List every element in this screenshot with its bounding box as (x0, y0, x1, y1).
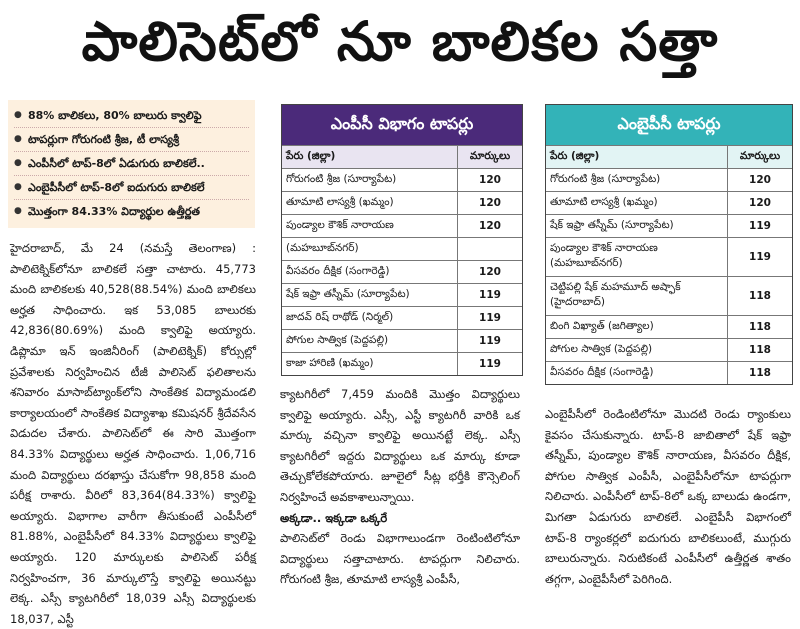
topper-marks: 119 (728, 238, 793, 277)
highlight-item: ● ఎంపీసీలో టాప్‌-8లో ఏడుగురు బాలికలే.. (14, 152, 249, 176)
topper-marks: 118 (728, 277, 793, 316)
article-column-3 (545, 404, 791, 589)
topper-marks: 119 (458, 353, 523, 376)
article-column-1 (10, 238, 256, 629)
table-row (282, 238, 522, 261)
topper-marks: 118 (728, 339, 793, 362)
article-text: క్యాటగిరీలో 7,459 మందికి మొత్తం విద్యార్థులు క్వాలిఫై అయ్యారు. ఎస్సీ, ఎస్టీ క్యాటగిరీ వారికి ఒక మార్కు వచ్చినా క్వాలిఫై అయినట్టే లెక్క. ఎస్సీ క్యాటగిరీలో ఇద్దరు విద్యార్థులు ఒక మార్కు కూడా తెచ్చుకోలేకపోయారు. జూలైలో సీట్ల భర్తీకి కౌన్సెలింగ్‌ నిర్వహించే అవకాశాలున్నాయి. (280, 387, 520, 504)
bipc-toppers-table (545, 104, 793, 385)
topper-name: గోరుగంటి శ్రీజ (సూర్యాపేట) (546, 169, 728, 192)
table-row (546, 169, 792, 192)
mpc-col-name: పేరు (జిల్లా) (282, 146, 458, 169)
topper-name: తూమాటి లాస్యశ్రీ (ఖమ్మం) (282, 192, 458, 215)
topper-name: పోగుల సాత్విక (పెద్దపల్లి) (546, 339, 728, 362)
mpc-toppers-table (281, 104, 523, 376)
bipc-col-name: పేరు (జిల్లా) (546, 146, 728, 169)
bipc-col-marks: మార్కులు (728, 146, 793, 169)
highlight-item: ● ఎంబైపీసీలో టాప్‌-8లో ఐదుగురు బాలికలే (14, 176, 249, 200)
mpc-table-title: ఎంపీసీ విభాగం టాపర్లు (282, 105, 522, 145)
topper-marks: 120 (458, 215, 523, 238)
bipc-table-title: ఎంబైపీసీ టాపర్లు (546, 105, 792, 145)
topper-marks: 120 (728, 169, 793, 192)
topper-marks (458, 238, 523, 261)
table-row (546, 339, 792, 362)
topper-name: కాజా హారిణి (ఖమ్మం) (282, 353, 458, 376)
table-row (282, 307, 522, 330)
mpc-col-marks: మార్కులు (458, 146, 523, 169)
article-text: ఎంబైపీసీలో రెండింటిలోనూ మొదటి రెండు ర్యాంకులు కైవసం చేసుకున్నారు. టాప్‌-8 జాబితాలో షేక్‌ ఇఫ్రా తస్నీమ్‌, పుండ్యాల కౌశిక్‌ నారాయణ, వీసవరం దీక్షిక, పోగుల సాత్విక ఎంపీసీ, ఎంబైపీసీలోనూ టాపర్లుగా నిలిచారు. ఎంపీసీలో టాప్‌-8లో ఒక్క బాలుడు ఉండగా, మిగతా ఏడుగురు బాలికలే. ఎంబైపీసీ విభాగంలో టాప్‌-8 ర్యాంకర్లలో ఐదుగురు బాలికలుంటే, ముగ్గురు బాలురున్నారు. నిరుటికంటే ఎంపీసీలో ఉత్తీర్ణత శాతం తగ్గగా, ఎంబైపీసీలో పెరిగింది. (545, 407, 791, 586)
topper-name: చెట్టిపల్లి షేక్‌ మహమూద్‌ అష్ఫాక్‌ (హైదరాబాద్‌) (546, 277, 728, 316)
topper-marks: 119 (458, 284, 523, 307)
topper-name: బింగి విఖ్యాత్‌ (జగిత్యాల) (546, 316, 728, 339)
article-column-2 (280, 384, 520, 590)
table-row (282, 284, 522, 307)
table-row (546, 277, 792, 316)
highlight-item: ● టాపర్లుగా గోరుగంటి శ్రీజ, టీ లాస్యశ్రీ (14, 128, 249, 152)
table-row (282, 353, 522, 376)
topper-marks: 120 (458, 192, 523, 215)
article-text: హైదరాబాద్‌, మే 24 (నమస్తే తెలంగాణ) : పాలిటెక్నిక్‌లోనూ బాలికలే సత్తా చాటారు. 45,773 మంది బాలికలకు 40,528(88.54%) మంది బాలికలు అర్హత సాధించారు. ఇక 53,085 బాలురకు 42,836(80.69%) మంది క్వాలిఫై అయ్యారు. డిప్లొమా ఇన్‌ ఇంజినీరింగ్‌ (పాలిటెక్నిక్‌) కోర్సుల్లో ప్రవేశాలకు నిర్వహించిన టీజీ పాలిసెట్‌ ఫలితాలను శనివారం మాసాబ్‌ట్యాంక్‌లోని సాంకేతిక విద్యామండలి కార్యాలయంలో సాంకేతిక విద్యాశాఖ కమిషనర్‌ శ్రీదేవసేన విడుదల చేశారు. పాలిసెట్‌లో ఈ సారి మొత్తంగా 84.33% విద్యార్థులు అర్హత సాధించారు. 1,06,716 మంది విద్యార్థులు దరఖాస్తు చేసుకోగా 98,858 మంది పరీక్ష రాశారు. వీరిలో 83,364(84.33%) క్వాలిఫై అయ్యారు. విభాగాల వారీగా తీసుకుంటే ఎంపీసీలో 81.88%, ఎంబైపీసీలో 84.33% విద్యార్థులు క్వాలిఫై అయ్యారు. 120 మార్కులకు పాలిసెట్‌ పరీక్ష నిర్వహించగా, 36 మార్కులొస్తే క్వాలిఫై అయినట్టు లెక్క. ఎస్సీ క్యాటగిరీలో 18,039 ఎస్సీ విద్యార్థులకు 18,037, ఎస్టీ (10, 241, 256, 626)
table-row (546, 192, 792, 215)
table-row (546, 362, 792, 385)
topper-name: (మహబూబ్‌నగర్‌) (282, 238, 458, 261)
table-row (546, 316, 792, 339)
headline: పాలిసెట్‌లో నూ బాలికల సత్తా (81, 9, 719, 73)
highlight-item: ● మొత్తంగా 84.33% విద్యార్థుల ఉత్తీర్ణత (14, 200, 249, 223)
topper-name: పోగుల సాత్విక (పెద్దపల్లి) (282, 330, 458, 353)
topper-marks: 120 (458, 169, 523, 192)
table-row (282, 330, 522, 353)
topper-marks: 120 (728, 192, 793, 215)
topper-marks: 118 (728, 316, 793, 339)
highlight-item: ● 88% బాలికలు, 80% బాలురు క్వాలిఫై (14, 104, 249, 128)
topper-name: గోరుగంటి శ్రీజ (సూర్యాపేట) (282, 169, 458, 192)
highlights-box (8, 100, 255, 228)
table-row (282, 261, 522, 284)
article-subhead: అక్కడా.. ఇక్కడా ఒక్కరే (280, 510, 388, 525)
topper-name: జాదవ్‌ రిష్‌ రాథోడ్ (నిర్మల్‌) (282, 307, 458, 330)
topper-name: షేక్‌ ఇఫ్రా తస్నీమ్‌ (సూర్యాపేట) (282, 284, 458, 307)
topper-name: షేక్‌ ఇఫ్రా తస్నీమ్‌ (సూర్యాపేట) (546, 215, 728, 238)
topper-marks: 119 (458, 307, 523, 330)
topper-name: తూమాటి లాస్యశ్రీ (ఖమ్మం) (546, 192, 728, 215)
topper-marks: 119 (458, 330, 523, 353)
topper-name: వీసవరం దీక్షిక (సంగారెడ్డి) (546, 362, 728, 385)
table-row (282, 215, 522, 238)
topper-name: పుండ్యాల కౌశిక్‌ నారాయణ (282, 215, 458, 238)
table-row (282, 192, 522, 215)
topper-marks: 120 (458, 261, 523, 284)
table-row (546, 238, 792, 277)
article-text: పాలిసెట్‌లో రెండు విభాగాలుండగా రెంటింటిలోనూ విద్యార్థులు సత్తాచాటారు. టాపర్లుగా నిలిచారు. గోరుగంటి శ్రీజ, తూమాటి లాస్యశ్రీ ఎంపీసీ, (280, 531, 520, 587)
table-row (546, 215, 792, 238)
topper-marks: 119 (728, 215, 793, 238)
table-row (282, 169, 522, 192)
topper-name: వీసవరం దీక్షిక (సంగారెడ్డి) (282, 261, 458, 284)
topper-name: పుండ్యాల కౌశిక్‌ నారాయణ (మహబూబ్‌నగర్‌) (546, 238, 728, 277)
topper-marks: 118 (728, 362, 793, 385)
